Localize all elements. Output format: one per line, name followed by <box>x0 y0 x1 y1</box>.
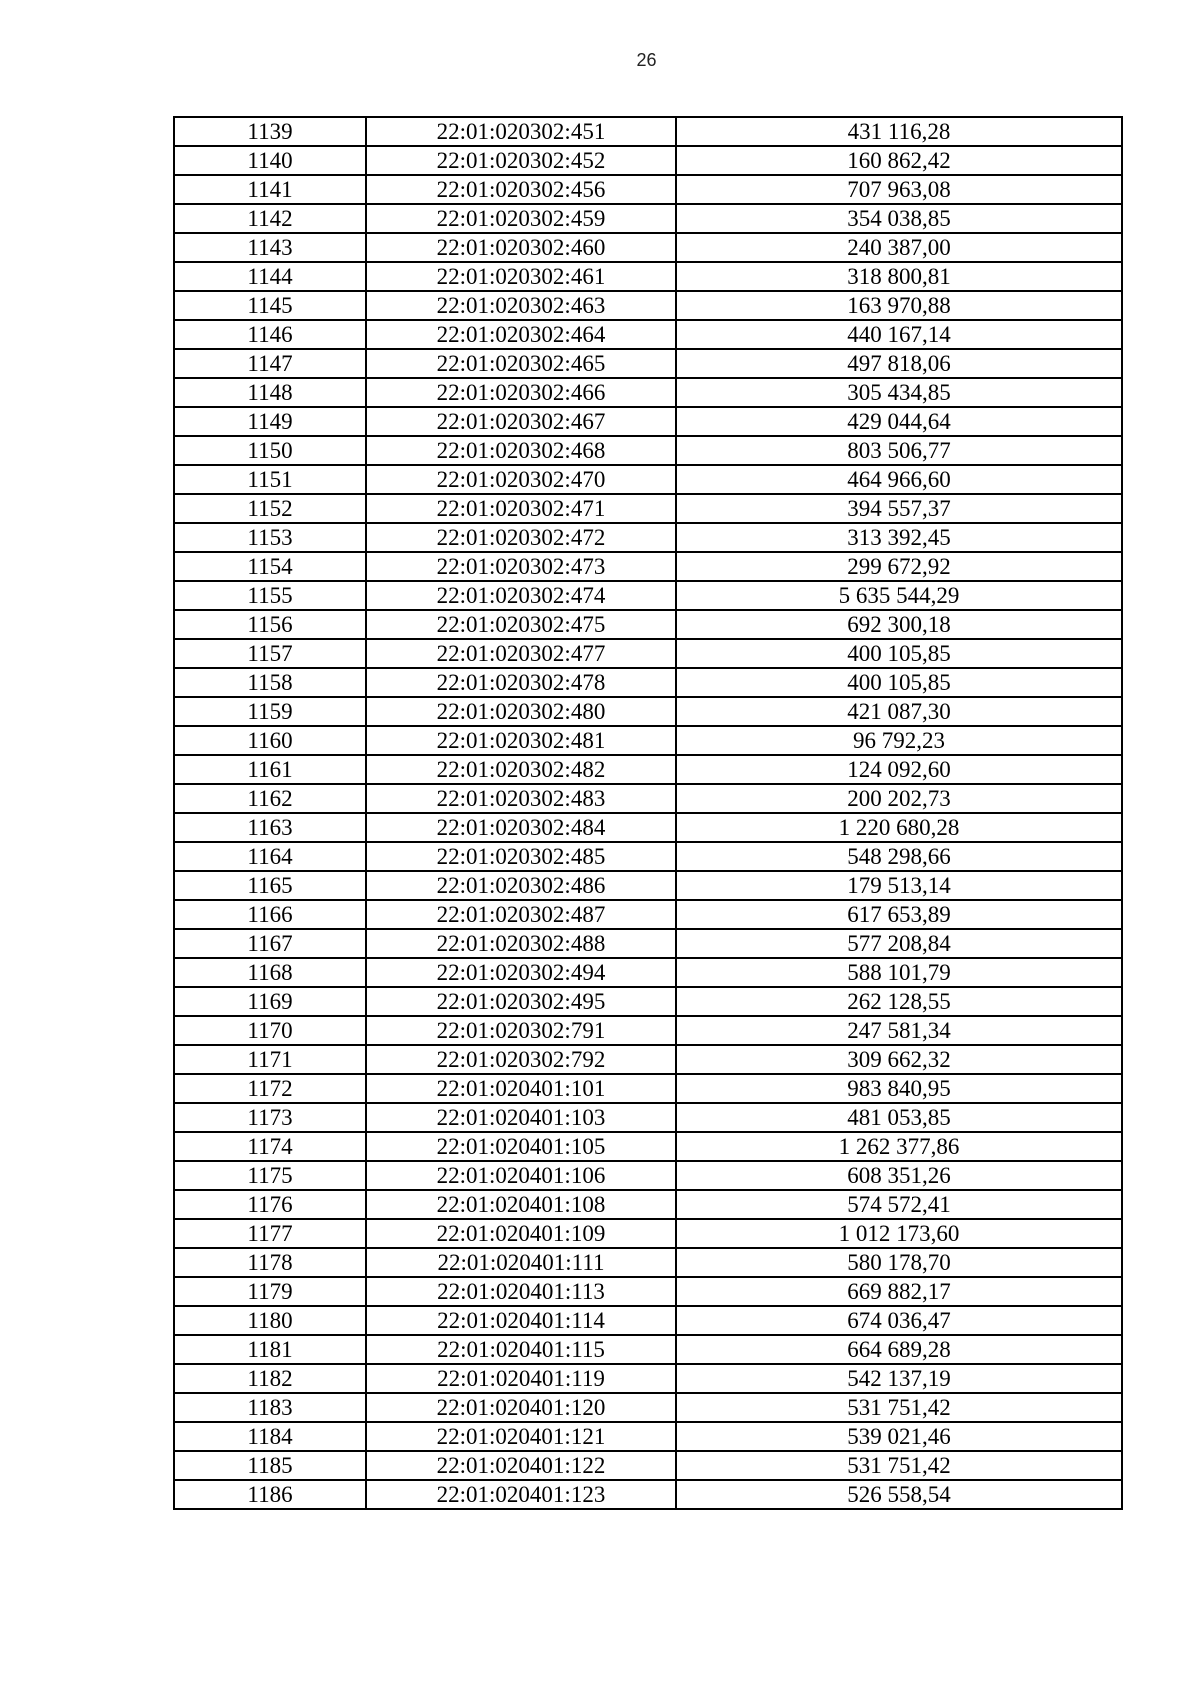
cadastral-number-cell: 22:01:020401:115 <box>366 1335 676 1364</box>
table-row <box>174 1161 1122 1190</box>
row-number-cell: 1163 <box>174 813 366 842</box>
cadastral-value-cell: 497 818,06 <box>676 349 1122 378</box>
cadastral-number-cell: 22:01:020401:113 <box>366 1277 676 1306</box>
cadastral-value-cell: 262 128,55 <box>676 987 1122 1016</box>
table-row <box>174 755 1122 784</box>
cadastral-number-cell: 22:01:020302:459 <box>366 204 676 233</box>
table-row <box>174 117 1122 146</box>
cadastral-value-cell: 5 635 544,29 <box>676 581 1122 610</box>
cadastral-value-cell: 309 662,32 <box>676 1045 1122 1074</box>
row-number-cell: 1183 <box>174 1393 366 1422</box>
cadastral-value-cell: 608 351,26 <box>676 1161 1122 1190</box>
row-number-cell: 1150 <box>174 436 366 465</box>
cadastral-value-cell: 394 557,37 <box>676 494 1122 523</box>
cadastral-number-cell: 22:01:020401:108 <box>366 1190 676 1219</box>
table-row <box>174 349 1122 378</box>
cadastral-value-cell: 803 506,77 <box>676 436 1122 465</box>
cadastral-value-table <box>173 116 1123 1510</box>
table-row <box>174 523 1122 552</box>
table-row <box>174 233 1122 262</box>
cadastral-number-cell: 22:01:020302:466 <box>366 378 676 407</box>
cadastral-number-cell: 22:01:020302:456 <box>366 175 676 204</box>
cadastral-number-cell: 22:01:020401:122 <box>366 1451 676 1480</box>
table-row <box>174 1451 1122 1480</box>
table-row <box>174 291 1122 320</box>
cadastral-value-cell: 124 092,60 <box>676 755 1122 784</box>
table-row <box>174 987 1122 1016</box>
cadastral-number-cell: 22:01:020401:106 <box>366 1161 676 1190</box>
cadastral-value-cell: 983 840,95 <box>676 1074 1122 1103</box>
table-row <box>174 639 1122 668</box>
row-number-cell: 1182 <box>174 1364 366 1393</box>
table-row <box>174 1306 1122 1335</box>
row-number-cell: 1158 <box>174 668 366 697</box>
cadastral-number-cell: 22:01:020302:480 <box>366 697 676 726</box>
cadastral-value-cell: 200 202,73 <box>676 784 1122 813</box>
table-row <box>174 784 1122 813</box>
table-row <box>174 1016 1122 1045</box>
cadastral-value-cell: 588 101,79 <box>676 958 1122 987</box>
row-number-cell: 1160 <box>174 726 366 755</box>
row-number-cell: 1185 <box>174 1451 366 1480</box>
cadastral-value-cell: 531 751,42 <box>676 1451 1122 1480</box>
table-row <box>174 1480 1122 1509</box>
row-number-cell: 1184 <box>174 1422 366 1451</box>
table-row <box>174 1045 1122 1074</box>
row-number-cell: 1161 <box>174 755 366 784</box>
row-number-cell: 1178 <box>174 1248 366 1277</box>
table-row <box>174 262 1122 291</box>
cadastral-number-cell: 22:01:020302:460 <box>366 233 676 262</box>
table-row <box>174 668 1122 697</box>
row-number-cell: 1172 <box>174 1074 366 1103</box>
row-number-cell: 1143 <box>174 233 366 262</box>
cadastral-value-cell: 464 966,60 <box>676 465 1122 494</box>
row-number-cell: 1176 <box>174 1190 366 1219</box>
cadastral-number-cell: 22:01:020302:482 <box>366 755 676 784</box>
cadastral-value-cell: 1 220 680,28 <box>676 813 1122 842</box>
cadastral-value-cell: 1 012 173,60 <box>676 1219 1122 1248</box>
cadastral-value-cell: 526 558,54 <box>676 1480 1122 1509</box>
table-row <box>174 842 1122 871</box>
cadastral-number-cell: 22:01:020302:477 <box>366 639 676 668</box>
cadastral-value-cell: 160 862,42 <box>676 146 1122 175</box>
row-number-cell: 1168 <box>174 958 366 987</box>
cadastral-value-cell: 247 581,34 <box>676 1016 1122 1045</box>
table-row <box>174 1248 1122 1277</box>
cadastral-value-cell: 548 298,66 <box>676 842 1122 871</box>
table-row <box>174 1335 1122 1364</box>
cadastral-number-cell: 22:01:020401:121 <box>366 1422 676 1451</box>
cadastral-value-cell: 674 036,47 <box>676 1306 1122 1335</box>
cadastral-number-cell: 22:01:020302:486 <box>366 871 676 900</box>
cadastral-value-cell: 240 387,00 <box>676 233 1122 262</box>
cadastral-number-cell: 22:01:020302:791 <box>366 1016 676 1045</box>
table-row <box>174 1277 1122 1306</box>
cadastral-number-cell: 22:01:020401:119 <box>366 1364 676 1393</box>
table-row <box>174 871 1122 900</box>
table-row <box>174 1132 1122 1161</box>
row-number-cell: 1144 <box>174 262 366 291</box>
cadastral-number-cell: 22:01:020302:463 <box>366 291 676 320</box>
table-row <box>174 146 1122 175</box>
table-row <box>174 1422 1122 1451</box>
cadastral-value-cell: 431 116,28 <box>676 117 1122 146</box>
table-row <box>174 552 1122 581</box>
cadastral-number-cell: 22:01:020302:468 <box>366 436 676 465</box>
row-number-cell: 1157 <box>174 639 366 668</box>
table-row <box>174 813 1122 842</box>
row-number-cell: 1148 <box>174 378 366 407</box>
cadastral-number-cell: 22:01:020401:123 <box>366 1480 676 1509</box>
cadastral-number-cell: 22:01:020302:452 <box>366 146 676 175</box>
table-row <box>174 465 1122 494</box>
row-number-cell: 1179 <box>174 1277 366 1306</box>
cadastral-value-cell: 692 300,18 <box>676 610 1122 639</box>
cadastral-number-cell: 22:01:020302:494 <box>366 958 676 987</box>
table-row <box>174 1103 1122 1132</box>
row-number-cell: 1165 <box>174 871 366 900</box>
cadastral-value-cell: 577 208,84 <box>676 929 1122 958</box>
row-number-cell: 1169 <box>174 987 366 1016</box>
cadastral-value-cell: 542 137,19 <box>676 1364 1122 1393</box>
table-row <box>174 320 1122 349</box>
cadastral-number-cell: 22:01:020302:495 <box>366 987 676 1016</box>
cadastral-value-cell: 354 038,85 <box>676 204 1122 233</box>
table-row <box>174 1364 1122 1393</box>
row-number-cell: 1164 <box>174 842 366 871</box>
table-row <box>174 900 1122 929</box>
cadastral-value-cell: 580 178,70 <box>676 1248 1122 1277</box>
row-number-cell: 1140 <box>174 146 366 175</box>
row-number-cell: 1141 <box>174 175 366 204</box>
cadastral-value-cell: 429 044,64 <box>676 407 1122 436</box>
row-number-cell: 1154 <box>174 552 366 581</box>
cadastral-number-cell: 22:01:020401:111 <box>366 1248 676 1277</box>
cadastral-number-cell: 22:01:020401:101 <box>366 1074 676 1103</box>
table-row <box>174 204 1122 233</box>
cadastral-number-cell: 22:01:020302:484 <box>366 813 676 842</box>
cadastral-number-cell: 22:01:020302:467 <box>366 407 676 436</box>
row-number-cell: 1180 <box>174 1306 366 1335</box>
table-row <box>174 436 1122 465</box>
row-number-cell: 1167 <box>174 929 366 958</box>
cadastral-value-cell: 531 751,42 <box>676 1393 1122 1422</box>
row-number-cell: 1145 <box>174 291 366 320</box>
cadastral-value-cell: 440 167,14 <box>676 320 1122 349</box>
row-number-cell: 1173 <box>174 1103 366 1132</box>
cadastral-number-cell: 22:01:020302:465 <box>366 349 676 378</box>
cadastral-number-cell: 22:01:020302:488 <box>366 929 676 958</box>
row-number-cell: 1147 <box>174 349 366 378</box>
row-number-cell: 1151 <box>174 465 366 494</box>
row-number-cell: 1166 <box>174 900 366 929</box>
cadastral-value-cell: 400 105,85 <box>676 668 1122 697</box>
cadastral-number-cell: 22:01:020302:474 <box>366 581 676 610</box>
cadastral-value-cell: 179 513,14 <box>676 871 1122 900</box>
cadastral-value-cell: 664 689,28 <box>676 1335 1122 1364</box>
table-row <box>174 726 1122 755</box>
table-row <box>174 378 1122 407</box>
table-body <box>174 117 1122 1509</box>
row-number-cell: 1174 <box>174 1132 366 1161</box>
cadastral-number-cell: 22:01:020401:120 <box>366 1393 676 1422</box>
cadastral-number-cell: 22:01:020401:105 <box>366 1132 676 1161</box>
table-row <box>174 697 1122 726</box>
row-number-cell: 1159 <box>174 697 366 726</box>
cadastral-number-cell: 22:01:020401:114 <box>366 1306 676 1335</box>
row-number-cell: 1181 <box>174 1335 366 1364</box>
cadastral-number-cell: 22:01:020302:470 <box>366 465 676 494</box>
row-number-cell: 1139 <box>174 117 366 146</box>
cadastral-value-cell: 1 262 377,86 <box>676 1132 1122 1161</box>
row-number-cell: 1156 <box>174 610 366 639</box>
cadastral-number-cell: 22:01:020401:103 <box>366 1103 676 1132</box>
cadastral-value-cell: 617 653,89 <box>676 900 1122 929</box>
table-row <box>174 929 1122 958</box>
row-number-cell: 1186 <box>174 1480 366 1509</box>
row-number-cell: 1153 <box>174 523 366 552</box>
row-number-cell: 1149 <box>174 407 366 436</box>
row-number-cell: 1146 <box>174 320 366 349</box>
row-number-cell: 1175 <box>174 1161 366 1190</box>
cadastral-number-cell: 22:01:020302:461 <box>366 262 676 291</box>
cadastral-number-cell: 22:01:020302:472 <box>366 523 676 552</box>
row-number-cell: 1152 <box>174 494 366 523</box>
table-row <box>174 1219 1122 1248</box>
cadastral-number-cell: 22:01:020401:109 <box>366 1219 676 1248</box>
table-row <box>174 610 1122 639</box>
table-row <box>174 175 1122 204</box>
cadastral-value-cell: 400 105,85 <box>676 639 1122 668</box>
row-number-cell: 1177 <box>174 1219 366 1248</box>
row-number-cell: 1142 <box>174 204 366 233</box>
row-number-cell: 1170 <box>174 1016 366 1045</box>
table-row <box>174 1074 1122 1103</box>
table-row <box>174 1190 1122 1219</box>
cadastral-value-cell: 421 087,30 <box>676 697 1122 726</box>
cadastral-value-cell: 539 021,46 <box>676 1422 1122 1451</box>
table-row <box>174 581 1122 610</box>
cadastral-value-cell: 96 792,23 <box>676 726 1122 755</box>
cadastral-number-cell: 22:01:020302:451 <box>366 117 676 146</box>
cadastral-number-cell: 22:01:020302:473 <box>366 552 676 581</box>
cadastral-number-cell: 22:01:020302:464 <box>366 320 676 349</box>
cadastral-number-cell: 22:01:020302:792 <box>366 1045 676 1074</box>
cadastral-value-cell: 305 434,85 <box>676 378 1122 407</box>
cadastral-value-cell: 318 800,81 <box>676 262 1122 291</box>
cadastral-number-cell: 22:01:020302:471 <box>366 494 676 523</box>
row-number-cell: 1155 <box>174 581 366 610</box>
cadastral-value-cell: 163 970,88 <box>676 291 1122 320</box>
cadastral-value-cell: 669 882,17 <box>676 1277 1122 1306</box>
table-row <box>174 1393 1122 1422</box>
table-row <box>174 494 1122 523</box>
cadastral-number-cell: 22:01:020302:487 <box>366 900 676 929</box>
cadastral-number-cell: 22:01:020302:475 <box>366 610 676 639</box>
cadastral-value-cell: 299 672,92 <box>676 552 1122 581</box>
cadastral-number-cell: 22:01:020302:478 <box>366 668 676 697</box>
row-number-cell: 1171 <box>174 1045 366 1074</box>
cadastral-number-cell: 22:01:020302:485 <box>366 842 676 871</box>
cadastral-value-cell: 707 963,08 <box>676 175 1122 204</box>
row-number-cell: 1162 <box>174 784 366 813</box>
cadastral-number-cell: 22:01:020302:483 <box>366 784 676 813</box>
cadastral-value-cell: 313 392,45 <box>676 523 1122 552</box>
page-number: 26 <box>636 50 657 70</box>
cadastral-number-cell: 22:01:020302:481 <box>366 726 676 755</box>
table-row <box>174 958 1122 987</box>
cadastral-value-cell: 481 053,85 <box>676 1103 1122 1132</box>
table-row <box>174 407 1122 436</box>
cadastral-value-cell: 574 572,41 <box>676 1190 1122 1219</box>
